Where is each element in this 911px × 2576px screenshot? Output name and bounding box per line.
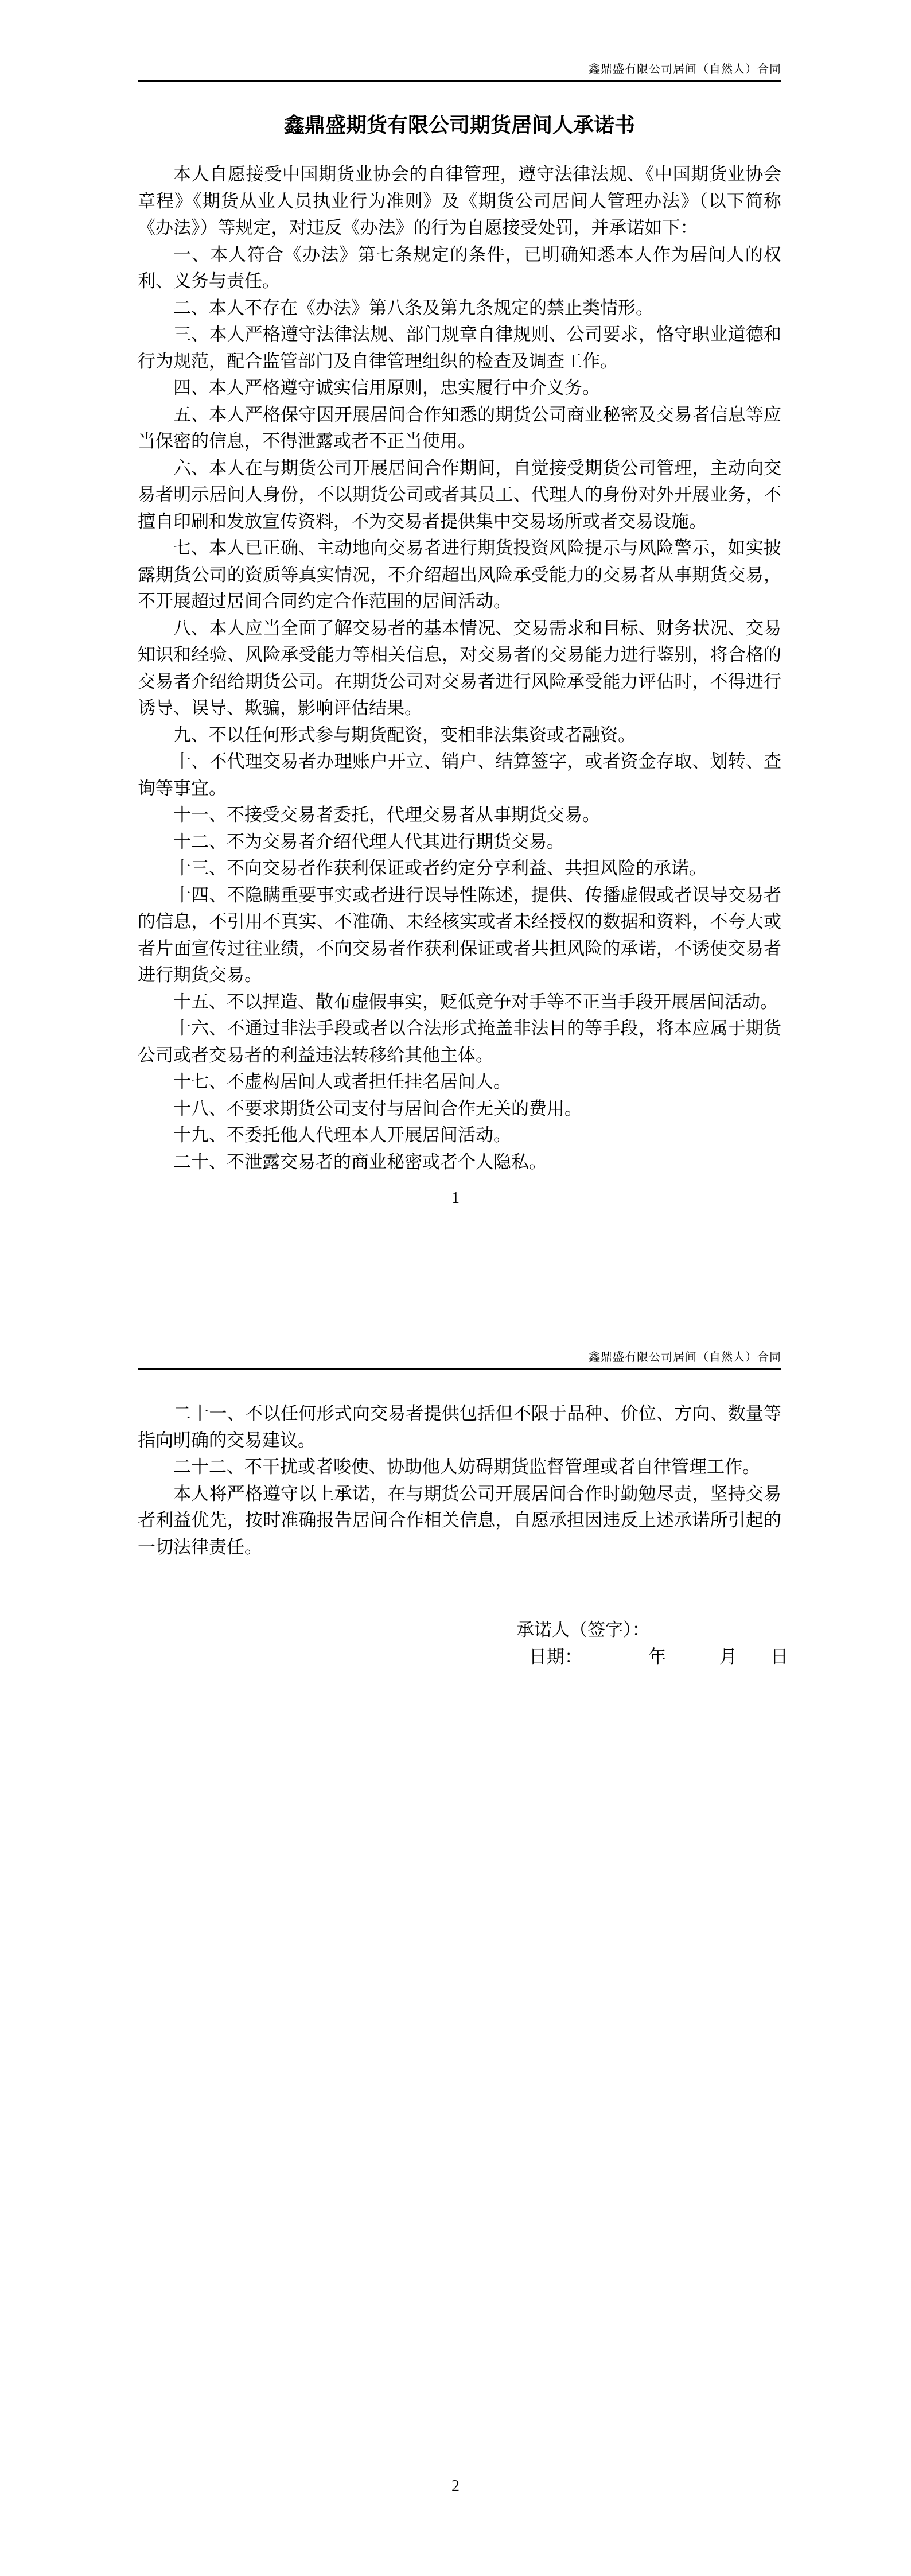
page-2 <box>0 1288 911 2576</box>
clause-10: 十、不代理交易者办理账户开立、销户、结算签字，或者资金存取、划转、查询等事宜。 <box>138 751 781 798</box>
clause-13: 十三、不向交易者作获利保证或者约定分享利益、共担风险的承诺。 <box>173 858 707 878</box>
clause-8: 八、本人应当全面了解交易者的基本情况、交易需求和目标、财务状况、交易知识和经验、风险承受能力等相关信息，对交易者的交易能力进行鉴别，将合格的交易者介绍给期货公司。在期货公司对交易者进行风险承受能力评估时，不得进行诱导、误导、欺骗，影响评估结果。 <box>138 618 781 718</box>
closing-paragraph: 本人将严格遵守以上承诺，在与期货公司开展居间合作时勤勉尽责，坚持交易者利益优先，按时准确报告居间合作相关信息，自愿承担因违反上述承诺所引起的一切法律责任。 <box>138 1483 781 1557</box>
clause-11: 十一、不接受交易者委托，代理交易者从事期货交易。 <box>173 805 600 825</box>
clause-7: 七、本人已正确、主动地向交易者进行期货投资风险提示与风险警示，如实披露期货公司的资质等真实情况，不介绍超出风险承受能力的交易者从事期货交易，不开展超过居间合同约定合作范围的居间活动。 <box>138 538 781 611</box>
year-label: 年 <box>648 1647 666 1667</box>
signer-label: 承诺人（签字）： <box>516 1620 650 1640</box>
clause-4: 四、本人严格遵守诚实信用原则，忠实履行中介义务。 <box>173 378 600 398</box>
clause-19: 十九、不委托他人代理本人开展居间活动。 <box>173 1125 511 1145</box>
clause-15: 十五、不以捏造、散布虚假事实，贬低竞争对手等不正当手段开展居间活动。 <box>173 991 778 1012</box>
clause-1: 一、本人符合《办法》第七条规定的条件，已明确知悉本人作为居间人的权利、义务与责任。 <box>138 244 781 291</box>
page-1-body <box>138 161 781 1176</box>
document-title: 鑫鼎盛期货有限公司期货居间人承诺书 <box>283 113 635 137</box>
clause-2: 二、本人不存在《办法》第八条及第九条规定的禁止类情形。 <box>173 297 653 318</box>
page-number-2: 2 <box>451 2477 460 2495</box>
intro-paragraph: 本人自愿接受中国期货业协会的自律管理，遵守法律法规、《中国期货业协会章程》《期货从业人员执业行为准则》及《期货公司居间人管理办法》（以下简称《办法》）等规定，对违反《办法》的行为自愿接受处罚，并承诺如下： <box>138 164 781 238</box>
page-number-1: 1 <box>451 1189 460 1207</box>
clause-18: 十八、不要求期货公司支付与居间合作无关的费用。 <box>173 1098 582 1119</box>
clause-3: 三、本人严格遵守法律法规、部门规章自律规则、公司要求，恪守职业道德和行为规范，配合监管部门及自律管理组织的检查及调查工作。 <box>138 324 781 371</box>
date-line <box>516 1643 792 1670</box>
running-header: 鑫鼎盛有限公司居间（自然人）合同 <box>589 1351 781 1364</box>
clause-6: 六、本人在与期货公司开展居间合作期间，自觉接受期货公司管理，主动向交易者明示居间人身份，不以期货公司或者其员工、代理人的身份对外开展业务，不擅自印刷和发放宣传资料，不为交易者提供集中交易场所或者交易设施。 <box>138 457 781 532</box>
clause-16: 十六、不通过非法手段或者以合法形式掩盖非法目的等手段，将本应属于期货公司或者交易者的利益违法转移给其他主体。 <box>138 1018 781 1065</box>
clause-21: 二十一、不以任何形式向交易者提供包括但不限于品种、价位、方向、数量等指向明确的交易建议。 <box>138 1403 781 1450</box>
header-rule <box>138 1368 781 1370</box>
clause-20: 二十、不泄露交易者的商业秘密或者个人隐私。 <box>173 1151 547 1172</box>
clause-9: 九、不以任何形式参与期货配资，变相非法集资或者融资。 <box>173 724 636 745</box>
signature-block <box>516 1616 792 1670</box>
clause-22: 二十二、不干扰或者唆使、协助他人妨碍期货监督管理或者自律管理工作。 <box>173 1457 760 1477</box>
header-rule <box>138 80 781 82</box>
month-label: 月 <box>719 1647 737 1667</box>
clause-12: 十二、不为交易者介绍代理人代其进行期货交易。 <box>173 831 564 852</box>
day-label: 日 <box>770 1647 788 1667</box>
clause-17: 十七、不虚构居间人或者担任挂名居间人。 <box>173 1072 511 1092</box>
page-2-body <box>138 1400 781 1561</box>
running-header: 鑫鼎盛有限公司居间（自然人）合同 <box>589 63 781 76</box>
clause-5: 五、本人严格保守因开展居间合作知悉的期货公司商业秘密及交易者信息等应当保密的信息，不得泄露或者不正当使用。 <box>138 404 781 451</box>
date-label: 日期： <box>529 1647 582 1667</box>
clause-14: 十四、不隐瞒重要事实或者进行误导性陈述，提供、传播虚假或者误导交易者的信息，不引用不真实、不准确、未经核实或者未经授权的数据和资料，不夸大或者片面宣传过往业绩，不向交易者作获利保证或者共担风险的承诺，不诱使交易者进行期货交易。 <box>138 884 781 985</box>
